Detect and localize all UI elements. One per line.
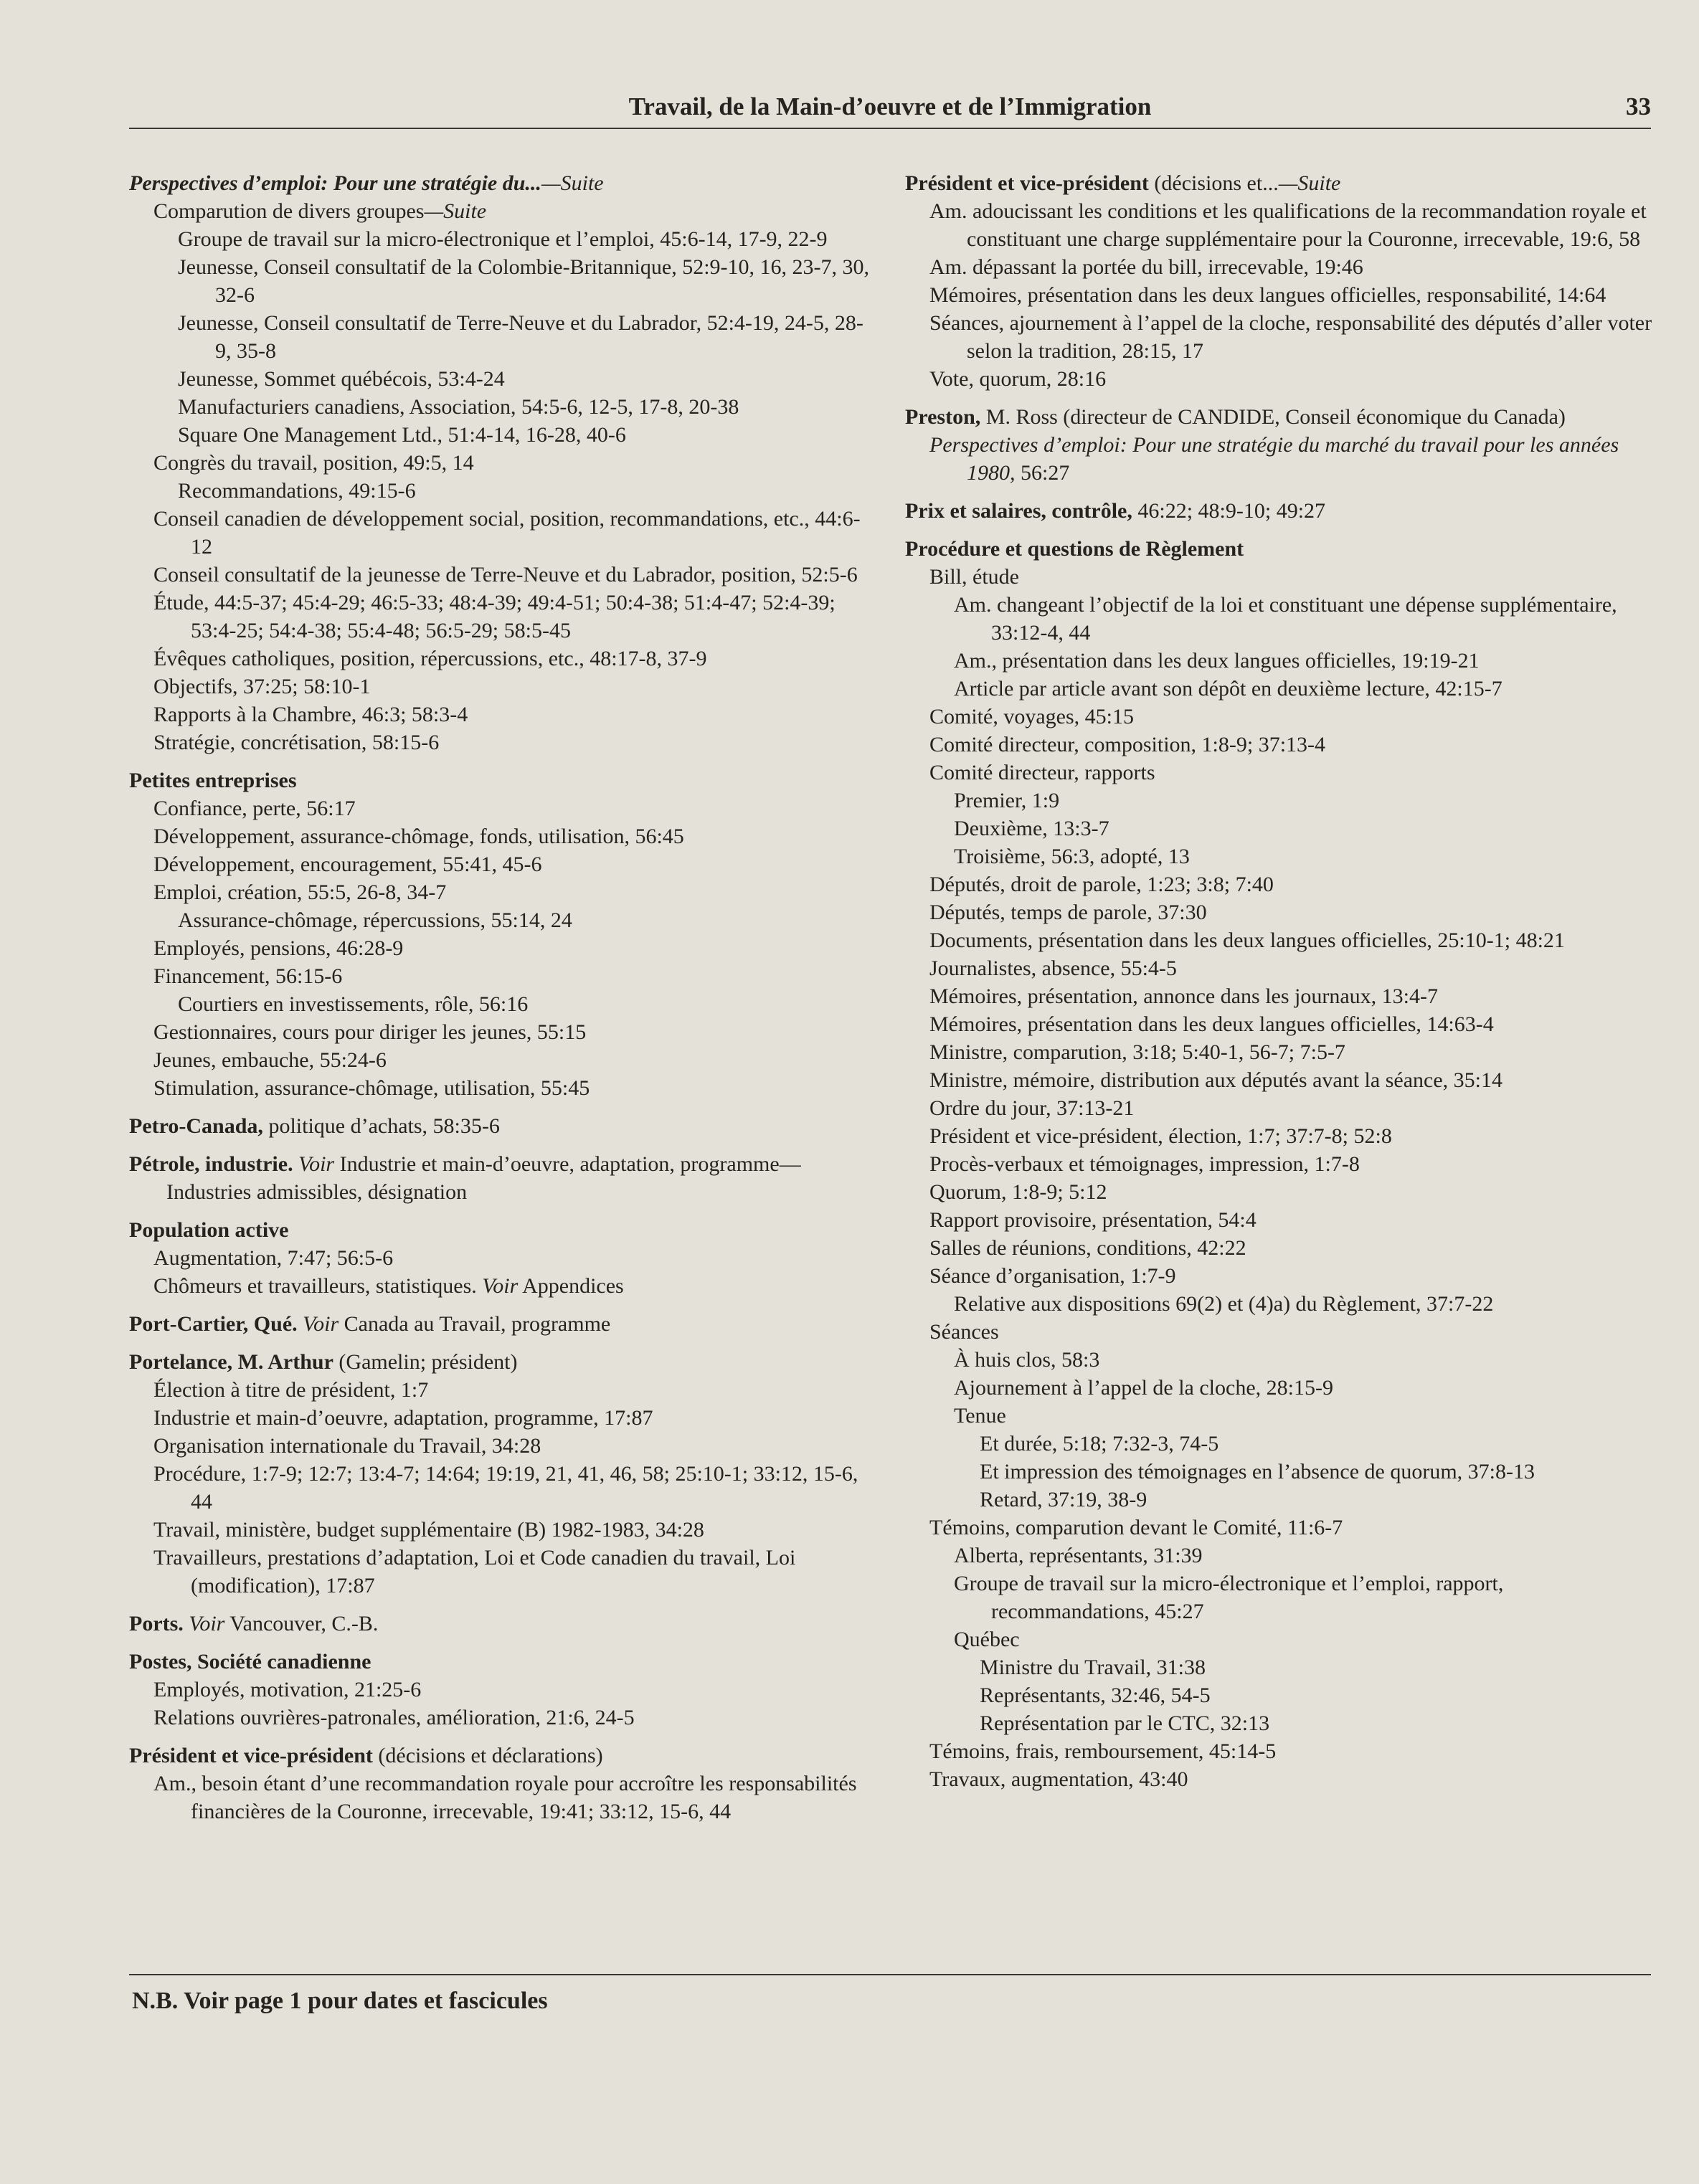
index-subentry bbox=[929, 1066, 1658, 1094]
index-text: Prix et salaires, contrôle, bbox=[905, 499, 1132, 523]
index-subentry bbox=[153, 561, 875, 589]
index-text: Journalistes, absence, 55:4-5 bbox=[929, 956, 1177, 980]
index-subentry bbox=[929, 759, 1658, 787]
index-heading bbox=[129, 1216, 875, 1244]
index-subentry bbox=[153, 1244, 875, 1272]
index-subentry bbox=[929, 898, 1658, 926]
index-text: Ministre, comparution, 3:18; 5:40-1, 56-7; 7:5-7 bbox=[929, 1040, 1345, 1064]
index-heading bbox=[129, 1348, 875, 1376]
index-text: M. Ross (directeur de CANDIDE, Conseil économique du Canada) bbox=[980, 405, 1566, 429]
index-text: Comparution de divers groupes bbox=[153, 199, 425, 223]
running-title: Travail, de la Main-d’oeuvre et de l’Immigration bbox=[628, 92, 1152, 120]
index-subentry bbox=[954, 815, 1658, 842]
index-text: (décisions et... bbox=[1148, 171, 1279, 195]
index-subentry bbox=[178, 393, 875, 421]
index-heading bbox=[129, 1310, 875, 1338]
index-subentry bbox=[980, 1681, 1658, 1709]
index-text: Vote, quorum, 28:16 bbox=[929, 367, 1107, 391]
index-text: Am., présentation dans les deux langues officielles, 19:19-21 bbox=[954, 649, 1480, 673]
index-subentry bbox=[153, 728, 875, 756]
index-text: Comité, voyages, 45:15 bbox=[929, 705, 1134, 728]
index-entry bbox=[905, 169, 1658, 393]
index-entry bbox=[905, 535, 1658, 1793]
index-text: Bill, étude bbox=[929, 565, 1019, 589]
index-subentry bbox=[980, 1430, 1658, 1458]
index-text: Tenue bbox=[954, 1404, 1006, 1428]
index-subentry bbox=[178, 309, 875, 365]
index-subentry bbox=[929, 253, 1658, 281]
index-subentry bbox=[929, 309, 1658, 365]
index-subentry bbox=[178, 906, 875, 934]
index-subentry bbox=[153, 1432, 875, 1460]
index-heading bbox=[129, 1150, 875, 1206]
index-heading bbox=[129, 169, 875, 197]
index-subentry bbox=[954, 1346, 1658, 1374]
index-text: Canada au Travail, programme bbox=[339, 1312, 611, 1336]
index-text: Procédure, 1:7-9; 12:7; 13:4-7; 14:64; 19:19, 21, 41, 46, 58; 25:10-1; 33:12, 15-6, 44 bbox=[153, 1462, 858, 1514]
index-text: Témoins, comparution devant le Comité, 11:6-7 bbox=[929, 1516, 1343, 1539]
index-text: Industrie et main-d’oeuvre, adaptation, programme—Industries admissibles, désignation bbox=[166, 1152, 801, 1204]
index-entry bbox=[129, 169, 875, 756]
index-text: À huis clos, 58:3 bbox=[954, 1348, 1100, 1372]
index-text: Organisation internationale du Travail, 34:28 bbox=[153, 1434, 541, 1458]
index-text: Quorum, 1:8-9; 5:12 bbox=[929, 1180, 1107, 1204]
index-text: Voir bbox=[298, 1152, 335, 1176]
index-text: Ministre, mémoire, distribution aux députés avant la séance, 35:14 bbox=[929, 1068, 1502, 1092]
page-number: 33 bbox=[1626, 92, 1651, 120]
index-text: Procédure et questions de Règlement bbox=[905, 537, 1244, 561]
index-text: Postes, Société canadienne bbox=[129, 1650, 371, 1673]
index-text: Am. changeant l’objectif de la loi et constituant une dépense supplémentaire, 33:12-4, 44 bbox=[954, 593, 1617, 645]
index-text: Documents, présentation dans les deux langues officielles, 25:10-1; 48:21 bbox=[929, 929, 1565, 952]
index-entry bbox=[129, 1112, 875, 1140]
index-entry bbox=[129, 1216, 875, 1300]
index-subentry bbox=[153, 1018, 875, 1046]
index-text: Ordre du jour, 37:13-21 bbox=[929, 1096, 1135, 1120]
footer-rule bbox=[129, 1974, 1651, 1975]
index-text: —Suite bbox=[424, 199, 487, 223]
index-text: Perspectives d’emploi: Pour une stratégie du... bbox=[129, 171, 541, 195]
index-text: Travailleurs, prestations d’adaptation, Loi et Code canadien du travail, Loi (modification), 17:87 bbox=[153, 1546, 796, 1597]
index-text: Manufacturiers canadiens, Association, 54:5-6, 12-5, 17-8, 20-38 bbox=[178, 395, 739, 419]
index-text: Travaux, augmentation, 43:40 bbox=[929, 1767, 1188, 1791]
index-text: Québec bbox=[954, 1628, 1020, 1651]
index-text: Développement, encouragement, 55:41, 45-6 bbox=[153, 853, 542, 876]
index-subentry bbox=[153, 505, 875, 561]
index-text: Square One Management Ltd., 51:4-14, 16-28, 40-6 bbox=[178, 423, 626, 447]
index-text: Séances bbox=[929, 1320, 999, 1344]
index-text: Élection à titre de président, 1:7 bbox=[153, 1378, 429, 1402]
index-text: Recommandations, 49:15-6 bbox=[178, 479, 416, 503]
index-text: Procès-verbaux et témoignages, impression, 1:7-8 bbox=[929, 1152, 1360, 1176]
index-text: Population active bbox=[129, 1218, 289, 1242]
index-heading bbox=[905, 403, 1658, 431]
index-text: (décisions et déclarations) bbox=[372, 1744, 603, 1767]
index-text: Financement, 56:15-6 bbox=[153, 964, 343, 988]
index-text: Évêques catholiques, position, répercussions, etc., 48:17-8, 37-9 bbox=[153, 647, 707, 670]
index-text: politique d’achats, 58:35-6 bbox=[262, 1114, 500, 1138]
index-subentry bbox=[929, 1262, 1658, 1290]
index-text: Groupe de travail sur la micro-électronique et l’emploi, 45:6-14, 17-9, 22-9 bbox=[178, 227, 828, 251]
index-heading bbox=[905, 535, 1658, 563]
index-entry bbox=[129, 1610, 875, 1638]
index-subentry bbox=[153, 1516, 875, 1544]
index-subentry bbox=[153, 962, 875, 990]
index-entry bbox=[905, 497, 1658, 525]
index-subentry bbox=[929, 1514, 1658, 1542]
index-text: Confiance, perte, 56:17 bbox=[153, 797, 356, 820]
index-subentry bbox=[980, 1709, 1658, 1737]
index-column-right bbox=[905, 169, 1658, 1803]
index-subentry bbox=[153, 1544, 875, 1600]
index-text: Employés, pensions, 46:28-9 bbox=[153, 936, 404, 960]
index-subentry bbox=[980, 1486, 1658, 1514]
index-subentry bbox=[929, 431, 1658, 487]
index-text: Port-Cartier, Qué. bbox=[129, 1312, 298, 1336]
index-heading bbox=[129, 766, 875, 794]
index-entry bbox=[129, 1150, 875, 1206]
index-subentry bbox=[929, 1178, 1658, 1206]
index-subentry bbox=[178, 421, 875, 449]
index-text: Emploi, création, 55:5, 26-8, 34-7 bbox=[153, 880, 447, 904]
index-text: Mémoires, présentation, annonce dans les journaux, 13:4-7 bbox=[929, 984, 1438, 1008]
index-heading bbox=[129, 1648, 875, 1676]
index-subentry bbox=[153, 1460, 875, 1516]
index-subentry bbox=[954, 591, 1658, 647]
index-subentry bbox=[929, 1150, 1658, 1178]
index-text: Augmentation, 7:47; 56:5-6 bbox=[153, 1246, 394, 1270]
index-subentry bbox=[178, 477, 875, 505]
index-heading bbox=[129, 1112, 875, 1140]
index-subentry bbox=[153, 701, 875, 728]
index-text: Voir bbox=[189, 1612, 225, 1635]
index-text: Conseil consultatif de la jeunesse de Terre-Neuve et du Labrador, position, 52:5-6 bbox=[153, 563, 858, 587]
index-text: Comité directeur, rapports bbox=[929, 761, 1155, 784]
index-subentry bbox=[929, 1094, 1658, 1122]
index-subentry bbox=[153, 673, 875, 701]
index-text: Objectifs, 37:25; 58:10-1 bbox=[153, 675, 371, 698]
index-subentry bbox=[178, 365, 875, 393]
index-subentry bbox=[954, 1570, 1658, 1625]
page-header bbox=[129, 89, 1651, 129]
index-text: Preston, bbox=[905, 405, 981, 429]
index-subentry bbox=[153, 794, 875, 822]
index-subentry bbox=[929, 703, 1658, 731]
index-subentry bbox=[153, 197, 875, 225]
footnote: N.B. Voir page 1 pour dates et fascicules bbox=[132, 1988, 548, 2014]
index-text: Députés, droit de parole, 1:23; 3:8; 7:40 bbox=[929, 873, 1274, 896]
index-entry bbox=[129, 1310, 875, 1338]
index-subentry bbox=[929, 731, 1658, 759]
index-subentry bbox=[153, 822, 875, 850]
index-text: Petites entreprises bbox=[129, 769, 297, 792]
index-subentry bbox=[929, 563, 1658, 591]
index-text: Groupe de travail sur la micro-électronique et l’emploi, rapport, recommandations, 45:27 bbox=[954, 1572, 1504, 1623]
index-text: Appendices bbox=[518, 1274, 624, 1298]
index-subentry bbox=[153, 1770, 875, 1825]
index-text: Troisième, 56:3, adopté, 13 bbox=[954, 845, 1190, 868]
index-text: Premier, 1:9 bbox=[954, 789, 1060, 812]
index-heading bbox=[905, 169, 1658, 197]
index-text: Témoins, frais, remboursement, 45:14-5 bbox=[929, 1739, 1277, 1763]
index-subentry bbox=[929, 1318, 1658, 1346]
index-text: Ajournement à l’appel de la cloche, 28:15-9 bbox=[954, 1376, 1333, 1400]
index-text: Gestionnaires, cours pour diriger les jeunes, 55:15 bbox=[153, 1020, 587, 1044]
index-text: (Gamelin; président) bbox=[333, 1350, 518, 1374]
index-text: Alberta, représentants, 31:39 bbox=[954, 1544, 1203, 1567]
index-text: Am. adoucissant les conditions et les qualifications de la recommandation royale et constituant une charge supplémentaire pour la Couronne, irrecevable, 19:6, 58 bbox=[929, 199, 1647, 251]
index-subentry bbox=[929, 197, 1658, 253]
index-text: Stratégie, concrétisation, 58:15-6 bbox=[153, 731, 440, 754]
index-subentry bbox=[980, 1653, 1658, 1681]
index-subentry bbox=[153, 934, 875, 962]
index-text: Représentants, 32:46, 54-5 bbox=[980, 1684, 1211, 1707]
index-text: 56:27 bbox=[1015, 461, 1070, 485]
index-subentry bbox=[153, 850, 875, 878]
index-subentry bbox=[929, 1010, 1658, 1038]
index-text: Relations ouvrières-patronales, amélioration, 21:6, 24-5 bbox=[153, 1706, 635, 1729]
index-text: Ports. bbox=[129, 1612, 184, 1635]
index-subentry bbox=[153, 1046, 875, 1074]
index-subentry bbox=[929, 1765, 1658, 1793]
index-text: Jeunesse, Sommet québécois, 53:4-24 bbox=[178, 367, 505, 391]
index-text: Relative aux dispositions 69(2) et (4)a) du Règlement, 37:7-22 bbox=[954, 1292, 1494, 1316]
index-subentry bbox=[929, 1234, 1658, 1262]
index-subentry bbox=[153, 589, 875, 645]
index-text: Et impression des témoignages en l’absence de quorum, 37:8-13 bbox=[980, 1460, 1535, 1483]
index-subentry bbox=[153, 1704, 875, 1732]
index-text: Députés, temps de parole, 37:30 bbox=[929, 901, 1207, 924]
index-subentry bbox=[954, 1374, 1658, 1402]
index-text: Rapports à la Chambre, 46:3; 58:3-4 bbox=[153, 703, 468, 726]
index-text: Et durée, 5:18; 7:32-3, 74-5 bbox=[980, 1432, 1219, 1456]
index-text: Séance d’organisation, 1:7-9 bbox=[929, 1264, 1176, 1288]
index-text: Employés, motivation, 21:25-6 bbox=[153, 1678, 422, 1701]
index-text: —Suite bbox=[541, 171, 604, 195]
index-subentry bbox=[954, 675, 1658, 703]
index-text: Voir bbox=[303, 1312, 339, 1336]
index-text: Comité directeur, composition, 1:8-9; 37:13-4 bbox=[929, 733, 1326, 756]
index-subentry bbox=[929, 365, 1658, 393]
index-subentry bbox=[929, 281, 1658, 309]
index-text: Jeunes, embauche, 55:24-6 bbox=[153, 1048, 387, 1072]
index-text: Rapport provisoire, présentation, 54:4 bbox=[929, 1208, 1256, 1232]
index-text: Salles de réunions, conditions, 42:22 bbox=[929, 1236, 1246, 1260]
index-subentry bbox=[929, 870, 1658, 898]
index-text: Stimulation, assurance-chômage, utilisation, 55:45 bbox=[153, 1076, 590, 1100]
index-subentry bbox=[954, 1290, 1658, 1318]
index-column-left bbox=[129, 169, 875, 1836]
index-entry bbox=[129, 766, 875, 1102]
index-text: Petro-Canada, bbox=[129, 1114, 263, 1138]
index-text: Étude, 44:5-37; 45:4-29; 46:5-33; 48:4-39; 49:4-51; 50:4-38; 51:4-47; 52:4-39; 53:4-25; 54:4-38; 55:4-48; 56:5-29; 58:5-45 bbox=[153, 591, 836, 642]
index-text: Mémoires, présentation dans les deux langues officielles, 14:63-4 bbox=[929, 1012, 1494, 1036]
index-text: Courtiers en investissements, rôle, 56:16 bbox=[178, 992, 529, 1016]
index-subentry bbox=[153, 1676, 875, 1704]
index-text: Perspectives d’emploi: Pour une stratégie du marché du travail pour les années 1980, bbox=[929, 433, 1619, 485]
index-text: Portelance, M. Arthur bbox=[129, 1350, 333, 1374]
index-text bbox=[293, 1152, 299, 1176]
index-text: Chômeurs et travailleurs, statistiques. bbox=[153, 1274, 483, 1298]
index-text: Mémoires, présentation dans les deux langues officielles, responsabilité, 14:64 bbox=[929, 283, 1606, 307]
index-text: Assurance-chômage, répercussions, 55:14, 24 bbox=[178, 908, 572, 932]
index-subentry bbox=[954, 647, 1658, 675]
index-subentry bbox=[153, 449, 875, 477]
index-subentry bbox=[954, 1402, 1658, 1430]
index-text: Deuxième, 13:3-7 bbox=[954, 817, 1109, 840]
index-text: Président et vice-président, élection, 1:7; 37:7-8; 52:8 bbox=[929, 1124, 1392, 1148]
index-text: Industrie et main-d’oeuvre, adaptation, programme, 17:87 bbox=[153, 1406, 653, 1430]
index-text: Am. dépassant la portée du bill, irrecevable, 19:46 bbox=[929, 255, 1363, 279]
index-text: 46:22; 48:9-10; 49:27 bbox=[1132, 499, 1326, 523]
index-subentry bbox=[954, 787, 1658, 815]
index-subentry bbox=[929, 982, 1658, 1010]
index-subentry bbox=[178, 990, 875, 1018]
index-subentry bbox=[153, 1272, 875, 1300]
index-text: Président et vice-président bbox=[129, 1744, 373, 1767]
index-subentry bbox=[929, 1737, 1658, 1765]
index-subentry bbox=[153, 1074, 875, 1102]
index-subentry bbox=[929, 1122, 1658, 1150]
index-text: Président et vice-président bbox=[905, 171, 1149, 195]
index-text: Congrès du travail, position, 49:5, 14 bbox=[153, 451, 474, 475]
index-text: Pétrole, industrie. bbox=[129, 1152, 293, 1176]
index-text: Séances, ajournement à l’appel de la cloche, responsabilité des députés d’aller voter selon la tradition, 28:15, 17 bbox=[929, 311, 1652, 363]
index-text: —Suite bbox=[1278, 171, 1341, 195]
index-subentry bbox=[153, 1404, 875, 1432]
index-subentry bbox=[178, 253, 875, 309]
index-subentry bbox=[153, 878, 875, 906]
index-text: Retard, 37:19, 38-9 bbox=[980, 1488, 1147, 1511]
index-text: Jeunesse, Conseil consultatif de la Colombie-Britannique, 52:9-10, 16, 23-7, 30, 32-6 bbox=[178, 255, 870, 307]
index-text: Jeunesse, Conseil consultatif de Terre-Neuve et du Labrador, 52:4-19, 24-5, 28-9, 35-8 bbox=[178, 311, 863, 363]
index-text: Vancouver, C.-B. bbox=[224, 1612, 379, 1635]
index-text: Ministre du Travail, 31:38 bbox=[980, 1656, 1206, 1679]
index-text: Am., besoin étant d’une recommandation royale pour accroître les responsabilités financières de la Couronne, irrecevable, 19:41; 33:12, 15-6, 44 bbox=[153, 1772, 857, 1823]
index-text: Développement, assurance-chômage, fonds, utilisation, 56:45 bbox=[153, 825, 684, 848]
index-subentry bbox=[178, 225, 875, 253]
index-text: Représentation par le CTC, 32:13 bbox=[980, 1711, 1270, 1735]
index-subentry bbox=[929, 926, 1658, 954]
index-subentry bbox=[153, 645, 875, 673]
index-text: Travail, ministère, budget supplémentaire (B) 1982-1983, 34:28 bbox=[153, 1518, 704, 1542]
index-entry bbox=[129, 1348, 875, 1600]
index-text: Conseil canadien de développement social, position, recommandations, etc., 44:6-12 bbox=[153, 507, 861, 559]
index-entry bbox=[905, 403, 1658, 487]
index-subentry bbox=[954, 1625, 1658, 1653]
index-subentry bbox=[929, 1038, 1658, 1066]
index-subentry bbox=[954, 842, 1658, 870]
index-text: Voir bbox=[482, 1274, 519, 1298]
index-subentry bbox=[954, 1542, 1658, 1570]
index-text: Article par article avant son dépôt en deuxième lecture, 42:15-7 bbox=[954, 677, 1502, 701]
index-heading bbox=[129, 1742, 875, 1770]
index-subentry bbox=[929, 1206, 1658, 1234]
index-subentry bbox=[929, 954, 1658, 982]
index-entry bbox=[129, 1648, 875, 1732]
index-subentry bbox=[980, 1458, 1658, 1486]
index-entry bbox=[129, 1742, 875, 1825]
index-subentry bbox=[153, 1376, 875, 1404]
index-heading bbox=[905, 497, 1658, 525]
index-heading bbox=[129, 1610, 875, 1638]
